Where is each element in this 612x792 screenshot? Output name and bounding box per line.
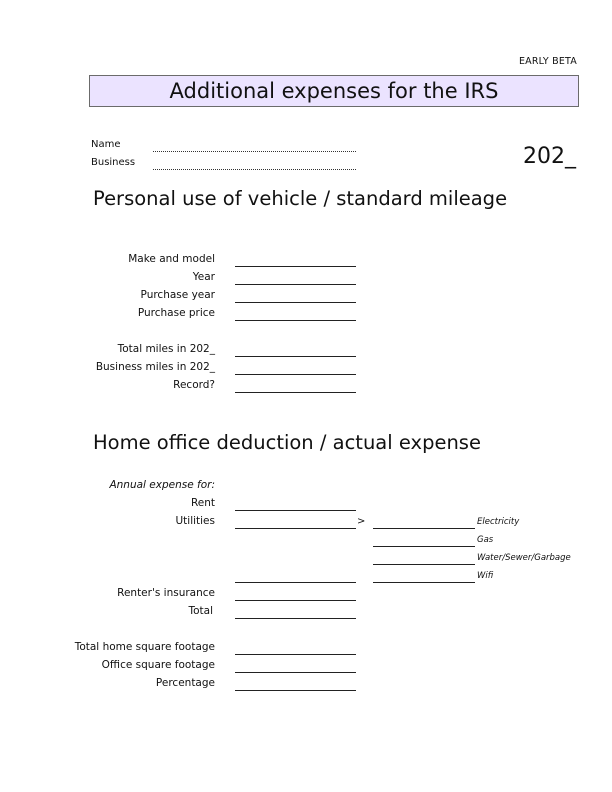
office-sqft-field[interactable] (235, 672, 356, 673)
gas-field[interactable] (373, 546, 475, 547)
business-field[interactable] (153, 169, 356, 170)
purchase-price-label: Purchase price (137, 307, 215, 319)
electricity-field[interactable] (373, 528, 475, 529)
gas-label: Gas (477, 535, 494, 545)
total-miles-label: Total miles in 202_ (117, 343, 215, 355)
make-model-label: Make and model (128, 253, 215, 265)
total-field[interactable] (235, 618, 356, 619)
beta-badge: EARLY BETA (518, 56, 577, 67)
home-office-heading: Home office deduction / actual expense (93, 431, 481, 454)
water-field[interactable] (373, 564, 475, 565)
year-field[interactable] (235, 284, 356, 285)
arrow-indicator: > (357, 516, 366, 527)
year-label: Year (192, 271, 215, 283)
utilities-label: Utilities (175, 515, 215, 527)
purchase-year-field[interactable] (235, 302, 356, 303)
name-label: Name (91, 139, 121, 150)
record-field[interactable] (235, 392, 356, 393)
total-sqft-field[interactable] (235, 654, 356, 655)
business-label: Business (91, 157, 136, 168)
rent-label: Rent (190, 497, 215, 509)
total-miles-field[interactable] (235, 356, 356, 357)
renters-insurance-field[interactable] (235, 600, 356, 601)
total-sqft-label: Total home square footage (74, 641, 215, 653)
record-label: Record? (173, 379, 215, 391)
business-miles-field[interactable] (235, 374, 356, 375)
business-miles-label: Business miles in 202_ (95, 361, 215, 373)
wifi-field[interactable] (373, 582, 475, 583)
electricity-label: Electricity (477, 517, 520, 527)
make-model-field[interactable] (235, 266, 356, 267)
water-label: Water/Sewer/Garbage (477, 553, 571, 563)
page-title: Additional expenses for the IRS (89, 75, 579, 107)
name-field[interactable] (153, 151, 356, 152)
wifi-label: Wifi (477, 571, 494, 581)
tax-year: 202_ (523, 144, 576, 169)
rent-field[interactable] (235, 510, 356, 511)
utilities-field[interactable] (235, 528, 356, 529)
percentage-label: Percentage (155, 677, 215, 689)
vehicle-heading: Personal use of vehicle / standard mileage (93, 187, 508, 210)
purchase-price-field[interactable] (235, 320, 356, 321)
utilities-subtotal-field[interactable] (235, 582, 356, 583)
office-sqft-label: Office square footage (101, 659, 215, 671)
total-label: Total (188, 605, 213, 617)
annual-expense-label: Annual expense for: (109, 479, 215, 491)
renters-insurance-label: Renter's insurance (117, 587, 215, 599)
percentage-field[interactable] (235, 690, 356, 691)
purchase-year-label: Purchase year (140, 289, 215, 301)
